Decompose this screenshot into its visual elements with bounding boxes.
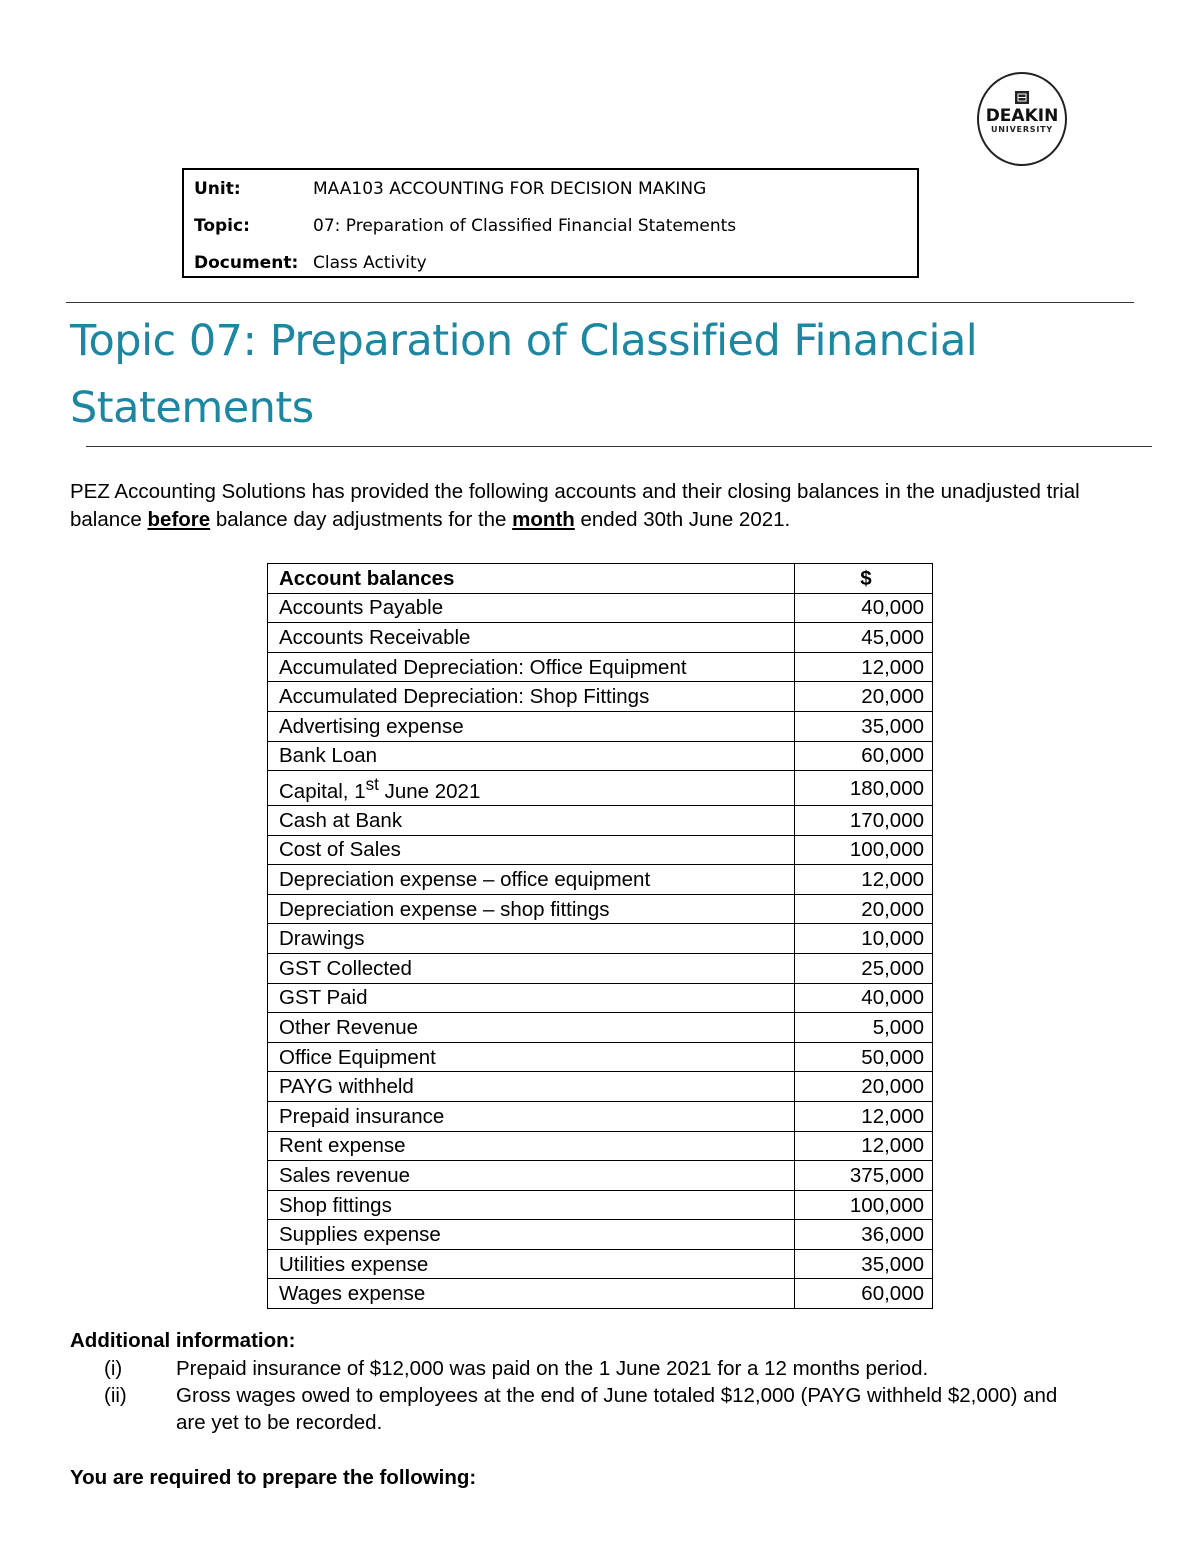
info-value: Class Activity [313,253,427,273]
additional-info-list [70,1355,1080,1436]
account-name-text: Capital, 1 [279,779,366,803]
account-name: Sales revenue [268,1161,795,1191]
account-name: Supplies expense [268,1220,795,1250]
account-amount: 50,000 [795,1042,933,1072]
top-divider [66,302,1134,303]
item-number: (i) [104,1357,123,1380]
table-row [268,1072,933,1102]
account-name: Other Revenue [268,1013,795,1043]
intro-text: balance day adjustments for the [210,508,513,531]
account-name: Accounts Receivable [268,623,795,653]
crest-icon [1015,91,1029,104]
trial-balance-table [267,563,933,1309]
table-row [268,983,933,1013]
intro-emphasis-before: before [147,508,211,531]
account-name: GST Paid [268,983,795,1013]
info-row-document [184,250,917,287]
table-row [268,1249,933,1279]
table-row [268,1013,933,1043]
table-row [268,894,933,924]
account-name: Prepaid insurance [268,1101,795,1131]
account-name: Office Equipment [268,1042,795,1072]
item-text: Gross wages owed to employees at the end of June totaled $12,000 (PAYG withheld $2,000) and are yet to be recorded. [176,1384,1058,1434]
account-amount: 180,000 [795,771,933,806]
account-name: Shop fittings [268,1190,795,1220]
intro-emphasis-month: month [512,508,575,531]
account-name: GST Collected [268,953,795,983]
account-name: PAYG withheld [268,1072,795,1102]
account-amount: 20,000 [795,894,933,924]
table-row [268,711,933,741]
table-row [268,771,933,806]
ordinal-suffix: st [365,775,379,795]
logo-name: DEAKIN [985,106,1059,126]
account-amount: 5,000 [795,1013,933,1043]
column-header-account: Account balances [268,564,795,594]
info-row-unit [184,176,917,213]
account-amount: 40,000 [795,983,933,1013]
account-name-text: June 2021 [378,779,481,803]
table-row [268,682,933,712]
intro-text: ended 30th June 2021. [574,508,791,531]
bottom-divider [86,446,1152,447]
table-header-row [268,564,933,594]
table-row [268,652,933,682]
additional-info-heading: Additional information: [70,1329,296,1352]
table-row [268,1101,933,1131]
table-row [268,924,933,954]
table-row [268,1279,933,1309]
account-name [268,771,795,806]
info-value: 07: Preparation of Classified Financial Statements [313,216,737,236]
account-name: Wages expense [268,1279,795,1309]
table-row [268,741,933,771]
account-name: Utilities expense [268,1249,795,1279]
table-row [268,953,933,983]
account-amount: 12,000 [795,865,933,895]
account-amount: 170,000 [795,805,933,835]
account-amount: 60,000 [795,1279,933,1309]
account-name: Depreciation expense – office equipment [268,865,795,895]
deakin-university-logo [977,72,1067,166]
account-amount: 12,000 [795,652,933,682]
account-amount: 35,000 [795,711,933,741]
account-name: Cost of Sales [268,835,795,865]
account-name: Bank Loan [268,741,795,771]
item-text: Prepaid insurance of $12,000 was paid on the 1 June 2021 for a 12 months period. [176,1357,929,1380]
info-label: Unit: [194,179,241,199]
account-name: Cash at Bank [268,805,795,835]
account-name: Advertising expense [268,711,795,741]
item-number: (ii) [104,1384,127,1407]
account-name: Accumulated Depreciation: Office Equipment [268,652,795,682]
table-row [268,865,933,895]
account-amount: 60,000 [795,741,933,771]
account-amount: 375,000 [795,1161,933,1191]
table-row [268,593,933,623]
account-amount: 10,000 [795,924,933,954]
account-name: Accumulated Depreciation: Shop Fittings [268,682,795,712]
account-amount: 35,000 [795,1249,933,1279]
account-name: Depreciation expense – shop fittings [268,894,795,924]
info-value: MAA103 ACCOUNTING FOR DECISION MAKING [313,179,707,199]
info-row-topic [184,213,917,250]
account-amount: 20,000 [795,1072,933,1102]
table-row [268,835,933,865]
account-amount: 40,000 [795,593,933,623]
account-amount: 25,000 [795,953,933,983]
account-amount: 45,000 [795,623,933,653]
account-amount: 20,000 [795,682,933,712]
list-item [70,1355,1080,1382]
account-name: Drawings [268,924,795,954]
table-row [268,1220,933,1250]
account-amount: 12,000 [795,1101,933,1131]
required-heading: You are required to prepare the following: [70,1466,477,1489]
table-row [268,1131,933,1161]
account-name: Accounts Payable [268,593,795,623]
account-amount: 36,000 [795,1220,933,1250]
account-amount: 12,000 [795,1131,933,1161]
info-label: Topic: [194,216,250,236]
table-row [268,805,933,835]
table-row [268,1190,933,1220]
table-row [268,1161,933,1191]
account-amount: 100,000 [795,1190,933,1220]
account-name: Rent expense [268,1131,795,1161]
info-label: Document: [194,253,299,273]
table-row [268,1042,933,1072]
intro-text: PEZ Accounting Solutions has provided the following accounts and their closing balances in the unadjusted trial balance [70,480,1080,531]
column-header-amount: $ [795,564,933,594]
document-info-box [182,168,919,278]
table-row [268,623,933,653]
account-amount: 100,000 [795,835,933,865]
list-item [70,1382,1080,1436]
intro-paragraph [70,478,1090,534]
logo-subtitle: UNIVERSITY [991,125,1053,134]
page-title: Topic 07: Preparation of Classified Financial Statements [70,316,978,433]
